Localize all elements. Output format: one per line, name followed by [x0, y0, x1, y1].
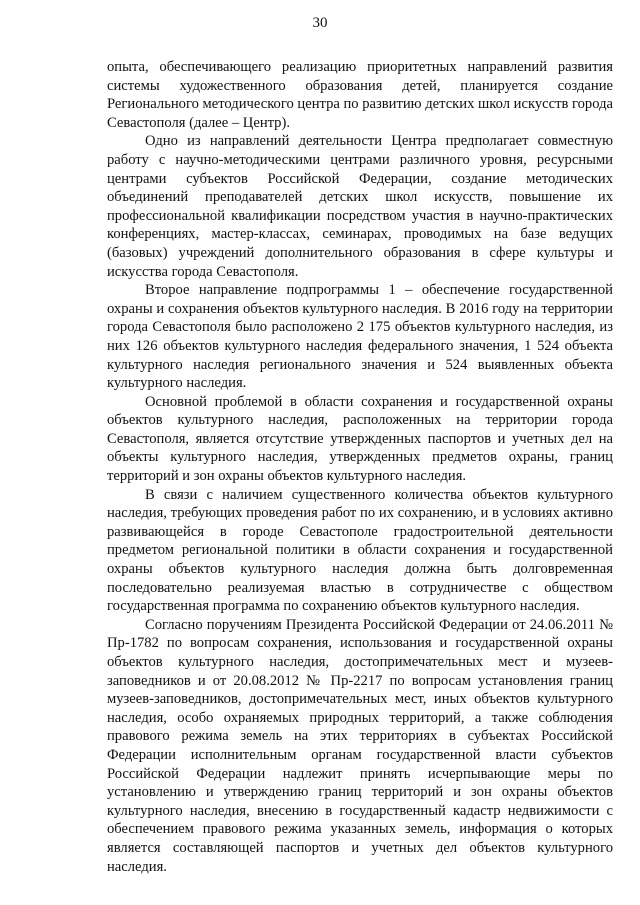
page-number: 30	[312, 15, 328, 31]
paragraph-3: Второе направление подпрограммы 1 – обеспечение государственной охраны и сохранения объектов культурного наследия. В 2016 году на территории города Севастополя было расположено 2 175 объектов культурного наследия, из них 126 объектов культурного наследия федерального значения, 1 524 объекта культурного наследия регионального значения и 524 выявленных объекта культурного наследия.	[107, 282, 613, 392]
paragraph-1: опыта, обеспечивающего реализацию приоритетных направлений развития системы художественного образования детей, планируется создание Регионального методического центра по развитию детских школ искусств города Севастополя (далее – Центр).	[107, 59, 613, 131]
paragraph-5: В связи с наличием существенного количества объектов культурного наследия, требующих проведения работ по их сохранению, и в условиях активно развивающейся в городе Севастополе градостроительной деятельности предметом региональной политики в области сохранения и государственной охраны объектов культурного наследия должна быть долговременная последовательно реализуемая властью в сотрудничестве с обществом государственная программа по сохранению объектов культурного наследия.	[107, 486, 613, 615]
paragraph-6: Согласно поручениям Президента Российской Федерации от 24.06.2011 № Пр-1782 по вопросам сохранения, использования и государственной охраны объектов культурного наследия, достопримечательных мест и музеев-заповедников и от 20.08.2012 № Пр-2217 по вопросам установления границ музеев-заповедников, достопримечательных мест, иных объектов культурного наследия, особо охраняемых природных территорий, а также соблюдения правового режима земель на этих территориях в субъектах Российской Федерации исполнительным органам государственной власти субъектов Российской Федерации надлежит принять исчерпывающие меры по установлению и утверждению границ территорий и зон охраны объектов культурного наследия, внесению в государственный кадастр недвижимости с обеспечением правового режима указанных земель, информация о которых является составляющей паспортов и учетных дел объектов культурного наследия.	[107, 616, 613, 875]
paragraph-2: Одно из направлений деятельности Центра предполагает совместную работу с научно-методическими центрами различного уровня, ресурсными центрами субъектов Российской Федерации, создание методических объединений преподавателей детских школ искусств, повышение их профессиональной квалификации посредством участия в научно-практических конференциях, мастер-классах, семинарах, проводимых на базе ведущих (базовых) учреждений дополнительного образования в сфере культуры и искусства города Севастополя.	[107, 133, 613, 280]
paragraph-4: Основной проблемой в области сохранения и государственной охраны объектов культурного наследия, расположенных на территории города Севастополя, является отсутствие утвержденных паспортов и учетных дел на объекты культурного наследия, утвержденных предметов охраны, границ территорий и зон охраны объектов культурного наследия.	[107, 393, 613, 485]
document-body	[107, 58, 613, 876]
